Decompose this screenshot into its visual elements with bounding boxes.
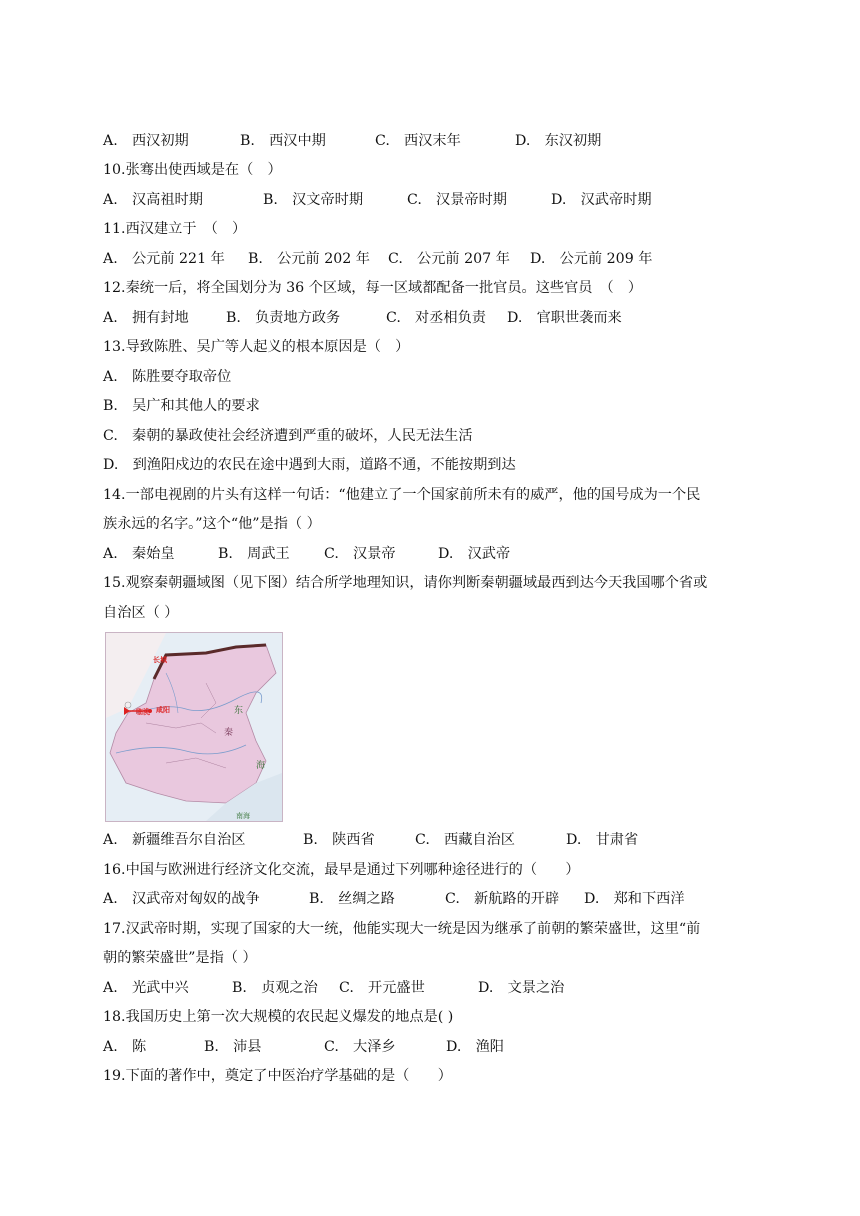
map-label-east: 东	[234, 706, 244, 716]
option-d: D. 官职世袭而来	[507, 310, 622, 326]
option-a: A. 新疆维吾尔自治区	[103, 832, 246, 848]
option-a: A. 公元前 221 年	[103, 251, 225, 267]
option-a: A. 拥有封地	[103, 310, 189, 326]
question-stem: 19.下面的著作中，奠定了中医治疗学基础的是（ ）	[103, 1068, 452, 1084]
option-d: D. 汉武帝	[438, 546, 511, 562]
option-d: D. 甘肃省	[566, 832, 639, 848]
option-b: B. 吴广和其他人的要求	[103, 398, 260, 414]
option-b: B. 丝绸之路	[309, 891, 395, 907]
option-c: C. 大泽乡	[324, 1039, 396, 1055]
question-stem: 16.中国与欧洲进行经济文化交流，最早是通过下列哪种途径进行的（ ）	[103, 862, 580, 878]
option-d: D. 到渔阳戍边的农民在途中遇到大雨，道路不通，不能按期到达	[103, 457, 516, 473]
option-b: B. 贞观之治	[232, 980, 318, 996]
option-a: A. 陈	[103, 1039, 147, 1055]
question-stem: 10.张骞出使西域是在（ ）	[103, 162, 282, 178]
map-graphic	[106, 633, 282, 821]
option-d: D. 汉武帝时期	[551, 192, 652, 208]
option-d: D. 郑和下西洋	[584, 891, 685, 907]
question-stem-line-2: 自治区（ ）	[103, 605, 179, 621]
question-stem-line-2: 朝的繁荣盛世”是指（ ）	[103, 950, 257, 966]
map-label-sea: 海	[256, 761, 266, 771]
option-c: C. 对丞相负责	[386, 310, 486, 326]
qin-territory-map	[105, 632, 283, 822]
option-b: B. 陕西省	[303, 832, 375, 848]
option-c: C. 秦朝的暴政使社会经济遭到严重的破坏，人民无法生活	[103, 428, 473, 444]
option-c: C. 汉景帝时期	[407, 192, 507, 208]
option-c: C. 汉景帝	[324, 546, 396, 562]
question-stem-line-2: 族永远的名字。”这个“他”是指（ ）	[103, 516, 321, 532]
question-stem-line-1: 15.观察秦朝疆域图（见下图）结合所学地理知识，请你判断秦朝疆域最西到达今天我国哪个省或	[103, 575, 708, 591]
map-label-xianyang: 咸阳	[156, 706, 170, 714]
option-b: B. 汉文帝时期	[263, 192, 364, 208]
option-a: A. 汉高祖时期	[103, 192, 203, 208]
question-stem: 11.西汉建立于 （ ）	[103, 221, 247, 237]
option-c: C. 新航路的开辟	[445, 891, 560, 907]
option-d: D. 渔阳	[446, 1039, 504, 1055]
option-b: B. 沛县	[204, 1039, 262, 1055]
option-b: B. 公元前 202 年	[248, 251, 370, 267]
option-b: B. 西汉中期	[240, 133, 326, 149]
question-stem: 12.秦统一后，将全国划分为 36 个区域，每一区域都配备一批官员。这些官员 （ ）	[103, 280, 643, 296]
question-stem: 18.我国历史上第一次大规模的农民起义爆发的地点是( )	[103, 1009, 454, 1025]
question-stem: 13.导致陈胜、吴广等人起义的根本原因是（ ）	[103, 339, 410, 355]
map-label-south-sea: 南海	[236, 812, 250, 820]
option-a: A. 西汉初期	[103, 133, 189, 149]
option-b: B. 周武王	[218, 546, 290, 562]
option-d: D. 东汉初期	[515, 133, 602, 149]
option-a: A. 陈胜要夺取帝位	[103, 369, 232, 385]
option-b: B. 负责地方政务	[226, 310, 341, 326]
option-c: C. 西藏自治区	[415, 832, 515, 848]
option-c: C. 西汉末年	[375, 133, 461, 149]
map-label-lintao: 临洮	[136, 708, 150, 716]
option-a: A. 秦始皇	[103, 546, 175, 562]
option-c: C. 开元盛世	[339, 980, 425, 996]
option-d: D. 文景之治	[478, 980, 565, 996]
option-d: D. 公元前 209 年	[530, 251, 653, 267]
map-label-great-wall: 长城	[153, 656, 167, 664]
option-a: A. 汉武帝对匈奴的战争	[103, 891, 260, 907]
question-stem-line-1: 17.汉武帝时期，实现了国家的大一统，他能实现大一统是因为继承了前朝的繁荣盛世，这里“前	[103, 921, 701, 937]
map-label-qin: 秦	[224, 728, 234, 738]
option-a: A. 光武中兴	[103, 980, 189, 996]
question-stem-line-1: 14.一部电视剧的片头有这样一句话：“他建立了一个国家前所未有的威严，他的国号成为一个民	[103, 487, 701, 503]
option-c: C. 公元前 207 年	[388, 251, 510, 267]
